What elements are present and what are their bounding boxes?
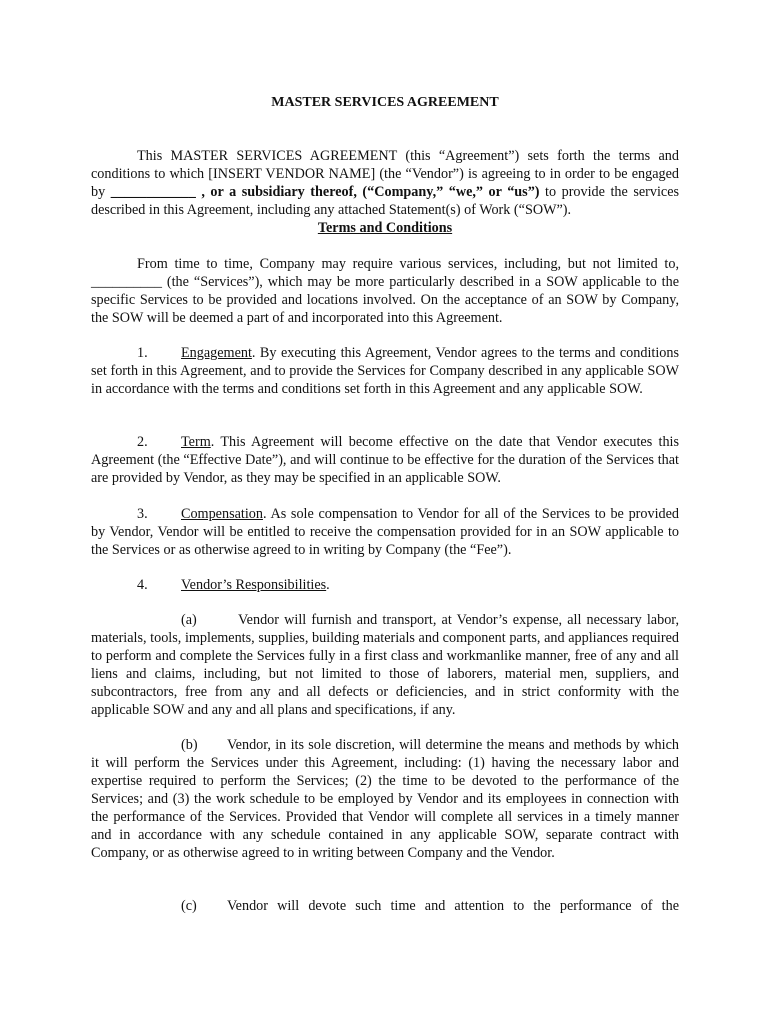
section-text: . As sole compensation to Vendor for all of the Services to be provided by Vendor, Vendor will be entitled to receive the compensation provided for in an SOW applicable to the Services or as otherwise agreed to in writing by Company (the “Fee”). bbox=[91, 506, 679, 558]
section-vendor-responsibilities bbox=[91, 576, 679, 594]
intro-text-1: This MASTER SERVICES AGREEMENT (this “Agreement”) sets forth the terms and conditions to which [INSERT VENDOR NAME] (the “Vendor”) is agreeing to in order to be engaged by bbox=[91, 148, 679, 200]
section-heading: Compensation bbox=[181, 506, 263, 522]
section-term bbox=[91, 433, 679, 487]
terms-heading: Terms and Conditions bbox=[317, 220, 453, 236]
subsection-label: (a) bbox=[181, 612, 197, 628]
section-number: 3. bbox=[137, 506, 148, 522]
subsection-a bbox=[91, 611, 679, 719]
subsection-text: Vendor will furnish and transport, at Vendor’s expense, all necessary labor, materials, tools, implements, supplies, building materials and component parts, and appliances required to perform and complete the Services fully in a first class and workmanlike manner, free of any and all liens and claims, including, but not limited to those of laborers, material men, suppliers, and subcontractors, free from any and all defects or deficiencies, and in strict conformity with the applicable SOW and any and all plans and specifications, if any. bbox=[91, 612, 679, 718]
section-heading: Term bbox=[181, 434, 211, 450]
subsection-text: Vendor, in its sole discretion, will determine the means and methods by which it will perform the Services under this Agreement, including: (1) having the necessary labor and expertise required to perform the Services; (2) the time to be devoted to the performance of the Services; and (3) the work schedule to be employed by Vendor and its employees in connection with the performance of the Services. Provided that Vendor will complete all services in a timely manner and in accordance with any schedule contained in any applicable SOW, separate contract with Company, or as otherwise agreed to in writing between Company and the Vendor. bbox=[91, 737, 679, 861]
section-number: 2. bbox=[137, 434, 148, 450]
subsection-label: (b) bbox=[181, 737, 198, 753]
section-heading: Engagement bbox=[181, 345, 252, 361]
preamble-text: From time to time, Company may require various services, including, but not limited to, __________ (the “Services”), which may be more particularly described in a SOW applicable to the specific Services to be provided and locations involved. On the acceptance of an SOW by Company, the SOW will be deemed a part of and incorporated into this Agreement. bbox=[91, 256, 679, 326]
section-text: . bbox=[326, 577, 330, 593]
subsection-label: (c) bbox=[181, 898, 197, 914]
terms-heading-wrap bbox=[91, 219, 679, 237]
section-number: 4. bbox=[137, 577, 148, 593]
preamble-paragraph bbox=[91, 255, 679, 327]
subsection-b bbox=[91, 736, 679, 862]
subsection-text: Vendor will devote such time and attention to the performance of the bbox=[227, 898, 679, 914]
section-text: . By executing this Agreement, Vendor agrees to the terms and conditions set forth in this Agreement, and to provide the Services for Company described in any applicable SOW in accordance with the terms and conditions set forth in this Agreement and any applicable SOW. bbox=[91, 345, 679, 397]
section-compensation bbox=[91, 505, 679, 559]
section-engagement bbox=[91, 344, 679, 398]
section-text: . This Agreement will become effective on the date that Vendor executes this Agreement (the “Effective Date”), and will continue to be effective for the duration of the Services that are provided by Vendor, as they may be specified in an applicable SOW. bbox=[91, 434, 679, 486]
intro-paragraph bbox=[91, 147, 679, 219]
intro-text-2: to provide the services described in this Agreement, including any attached Statement(s) of Work (“SOW”). bbox=[91, 184, 680, 218]
document-title: MASTER SERVICES AGREEMENT bbox=[271, 95, 499, 110]
subsection-c bbox=[91, 897, 679, 915]
section-number: 1. bbox=[137, 345, 148, 361]
section-heading: Vendor’s Responsibilities bbox=[181, 577, 327, 593]
intro-company-blank: ____________ , or a subsidiary thereof, (“Company,” “we,” or “us”) bbox=[110, 184, 540, 200]
